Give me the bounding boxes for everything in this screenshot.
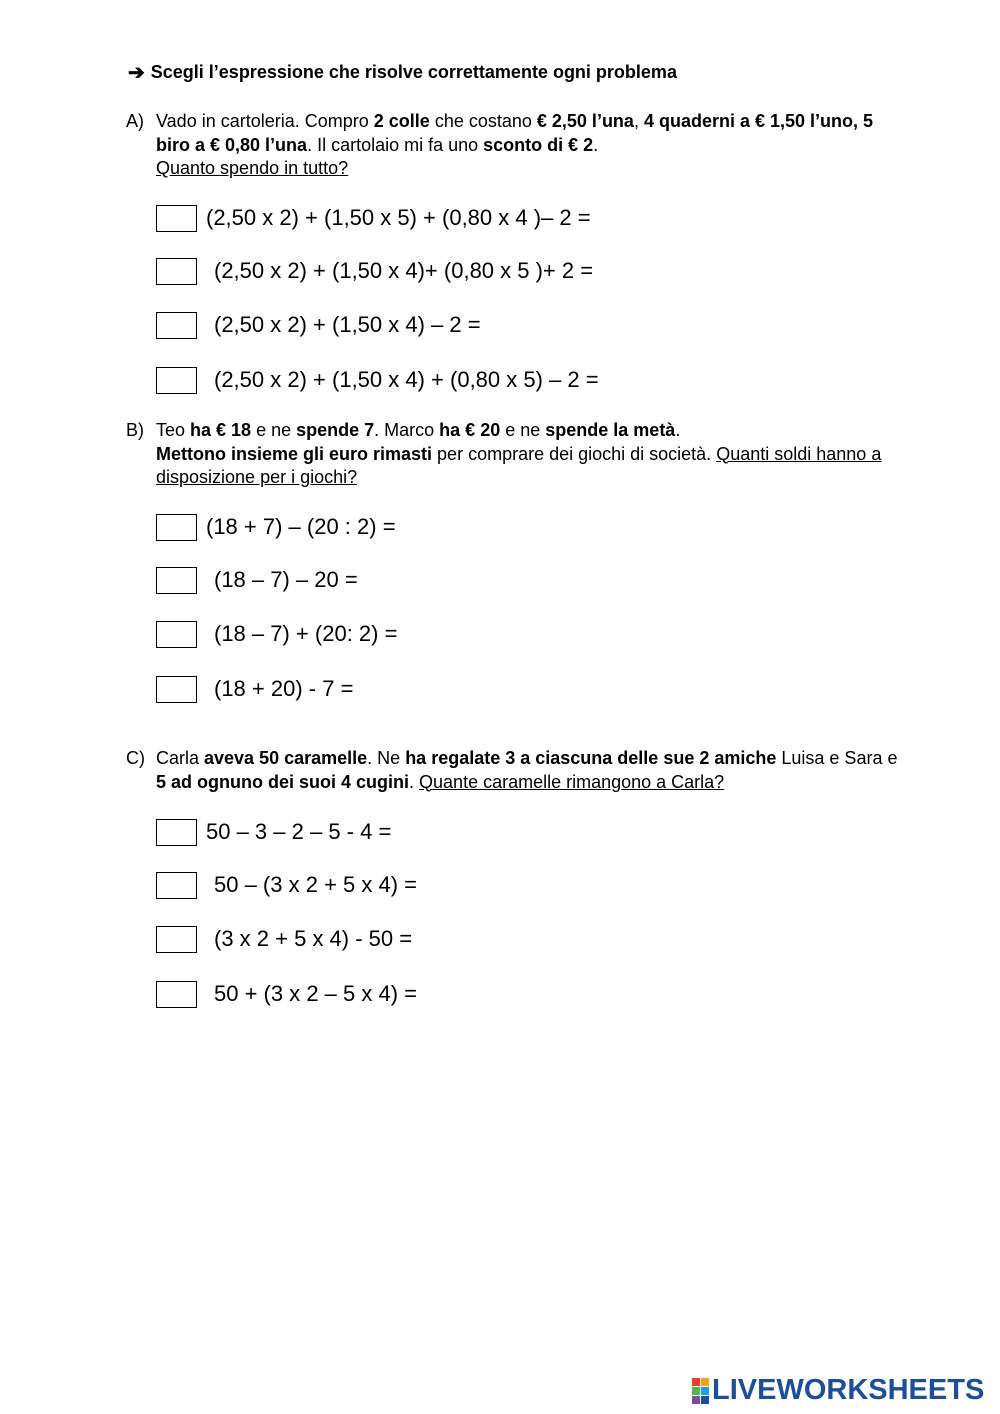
option-expression: (3 x 2 + 5 x 4) - 50 =	[214, 926, 413, 951]
option-expression: 50 – 3 – 2 – 5 - 4 =	[206, 819, 392, 844]
problem-text-segment: 4 quaderni a € 1,50 l’uno, 5 biro a € 0,80 l’una	[156, 111, 874, 155]
problem-text-segment: sconto di € 2	[483, 134, 594, 155]
option-expression: 50 + (3 x 2 – 5 x 4) =	[214, 981, 418, 1006]
answer-checkbox[interactable]	[156, 926, 197, 953]
problem-text-segment: € 2,50 l’una	[536, 111, 634, 131]
logo-square	[692, 1387, 700, 1395]
option-expression: (18 + 20) - 7 =	[214, 676, 354, 701]
problem-text-segment: ha € 20	[439, 420, 501, 440]
problem-text-segment: . Il cartolaio mi fa uno	[307, 134, 484, 155]
instruction-heading	[128, 62, 677, 83]
answer-checkbox[interactable]	[156, 514, 197, 541]
logo-square	[701, 1378, 709, 1386]
problem-text-segment: .	[409, 771, 420, 792]
answer-checkbox[interactable]	[156, 367, 197, 394]
option-expression: (2,50 x 2) + (1,50 x 5) + (0,80 x 4 )– 2 =	[206, 205, 591, 230]
problem-b-option-4	[156, 674, 353, 704]
option-expression: (18 – 7) + (20: 2) =	[214, 621, 398, 646]
problem-c-option-2	[156, 870, 417, 900]
problem-text-segment: ,	[633, 111, 644, 131]
answer-checkbox[interactable]	[156, 567, 197, 594]
answer-checkbox[interactable]	[156, 819, 197, 846]
option-expression: (2,50 x 2) + (1,50 x 4) – 2 =	[214, 312, 481, 337]
problem-a-text	[126, 110, 906, 181]
problem-b-text	[126, 419, 906, 490]
logo-square	[692, 1378, 700, 1386]
logo-square	[701, 1387, 709, 1395]
option-expression: 50 – (3 x 2 + 5 x 4) =	[214, 872, 418, 897]
option-expression: (18 + 7) – (20 : 2) =	[206, 514, 396, 539]
problem-text-segment: aveva 50 caramelle	[204, 748, 368, 768]
answer-checkbox[interactable]	[156, 205, 197, 232]
problem-text-segment: Mettono insieme gli euro rimasti	[156, 443, 433, 464]
option-expression: (2,50 x 2) + (1,50 x 4) + (0,80 x 5) – 2 =	[214, 367, 599, 392]
problem-text-segment: Quanti soldi hanno a disposizione per i giochi?	[156, 443, 882, 487]
problem-text-segment: spende 7	[296, 420, 375, 440]
problem-b-letter: B)	[126, 420, 144, 440]
problem-c-option-1	[156, 817, 391, 847]
problem-text-segment: .	[675, 420, 681, 440]
problem-text-segment: e ne	[251, 420, 297, 440]
problem-text-segment: ha € 18	[190, 420, 252, 440]
problem-c-option-4	[156, 979, 417, 1009]
problem-a-option-2	[156, 256, 593, 286]
problem-c-body	[156, 747, 906, 794]
option-expression: (18 – 7) – 20 =	[214, 567, 358, 592]
problem-a-letter: A)	[126, 111, 144, 131]
instruction-text: Scegli l’espressione che risolve correttamente ogni problema	[150, 62, 677, 82]
problem-text-segment: . Marco	[374, 420, 440, 440]
problem-b-option-3	[156, 619, 397, 649]
problem-text-segment: Vado in cartoleria. Compro	[156, 111, 374, 131]
problem-text-segment: per comprare dei giochi di società.	[432, 443, 717, 464]
problem-a-option-3	[156, 310, 481, 340]
logo-square	[692, 1396, 700, 1404]
arrow-right-icon: ➔	[128, 61, 145, 84]
answer-checkbox[interactable]	[156, 312, 197, 339]
answer-checkbox[interactable]	[156, 872, 197, 899]
problem-b-option-1	[156, 512, 396, 542]
problem-c-letter: C)	[126, 748, 145, 768]
problem-text-segment: Teo	[156, 420, 191, 440]
problem-text-segment: Quante caramelle rimangono a Carla?	[419, 771, 725, 792]
problem-text-segment: Quanto spendo in tutto?	[156, 158, 349, 178]
option-expression: (2,50 x 2) + (1,50 x 4)+ (0,80 x 5 )+ 2 =	[214, 258, 594, 283]
problem-text-segment: e ne	[500, 420, 546, 440]
problem-text-segment: .	[593, 134, 599, 155]
problem-a-option-4	[156, 365, 599, 395]
problem-a-option-1	[156, 203, 591, 233]
problem-text-segment: ha regalate 3 a ciascuna delle sue 2 amiche	[405, 748, 777, 768]
problem-c-text	[126, 747, 906, 794]
liveworksheets-logo	[692, 1374, 984, 1407]
answer-checkbox[interactable]	[156, 621, 197, 648]
problem-b-body	[156, 419, 906, 490]
liveworksheets-logo-icon	[692, 1378, 709, 1404]
problem-text-segment: spende la metà	[545, 420, 676, 440]
answer-checkbox[interactable]	[156, 676, 197, 703]
problem-text-segment: 2 colle	[373, 111, 430, 131]
problem-text-segment: Carla	[156, 748, 205, 768]
problem-c-option-3	[156, 924, 412, 954]
problem-a-body	[156, 110, 906, 181]
problem-text-segment: Luisa e Sara e	[776, 748, 898, 768]
logo-square	[701, 1396, 709, 1404]
problem-text-segment: 5 ad ognuno dei suoi 4 cugini	[156, 771, 410, 792]
problem-text-segment: che costano	[429, 111, 537, 131]
answer-checkbox[interactable]	[156, 981, 197, 1008]
logo-text: LIVEWORKSHEETS	[712, 1374, 985, 1406]
answer-checkbox[interactable]	[156, 258, 197, 285]
problem-text-segment: . Ne	[367, 748, 406, 768]
problem-b-option-2	[156, 565, 358, 595]
